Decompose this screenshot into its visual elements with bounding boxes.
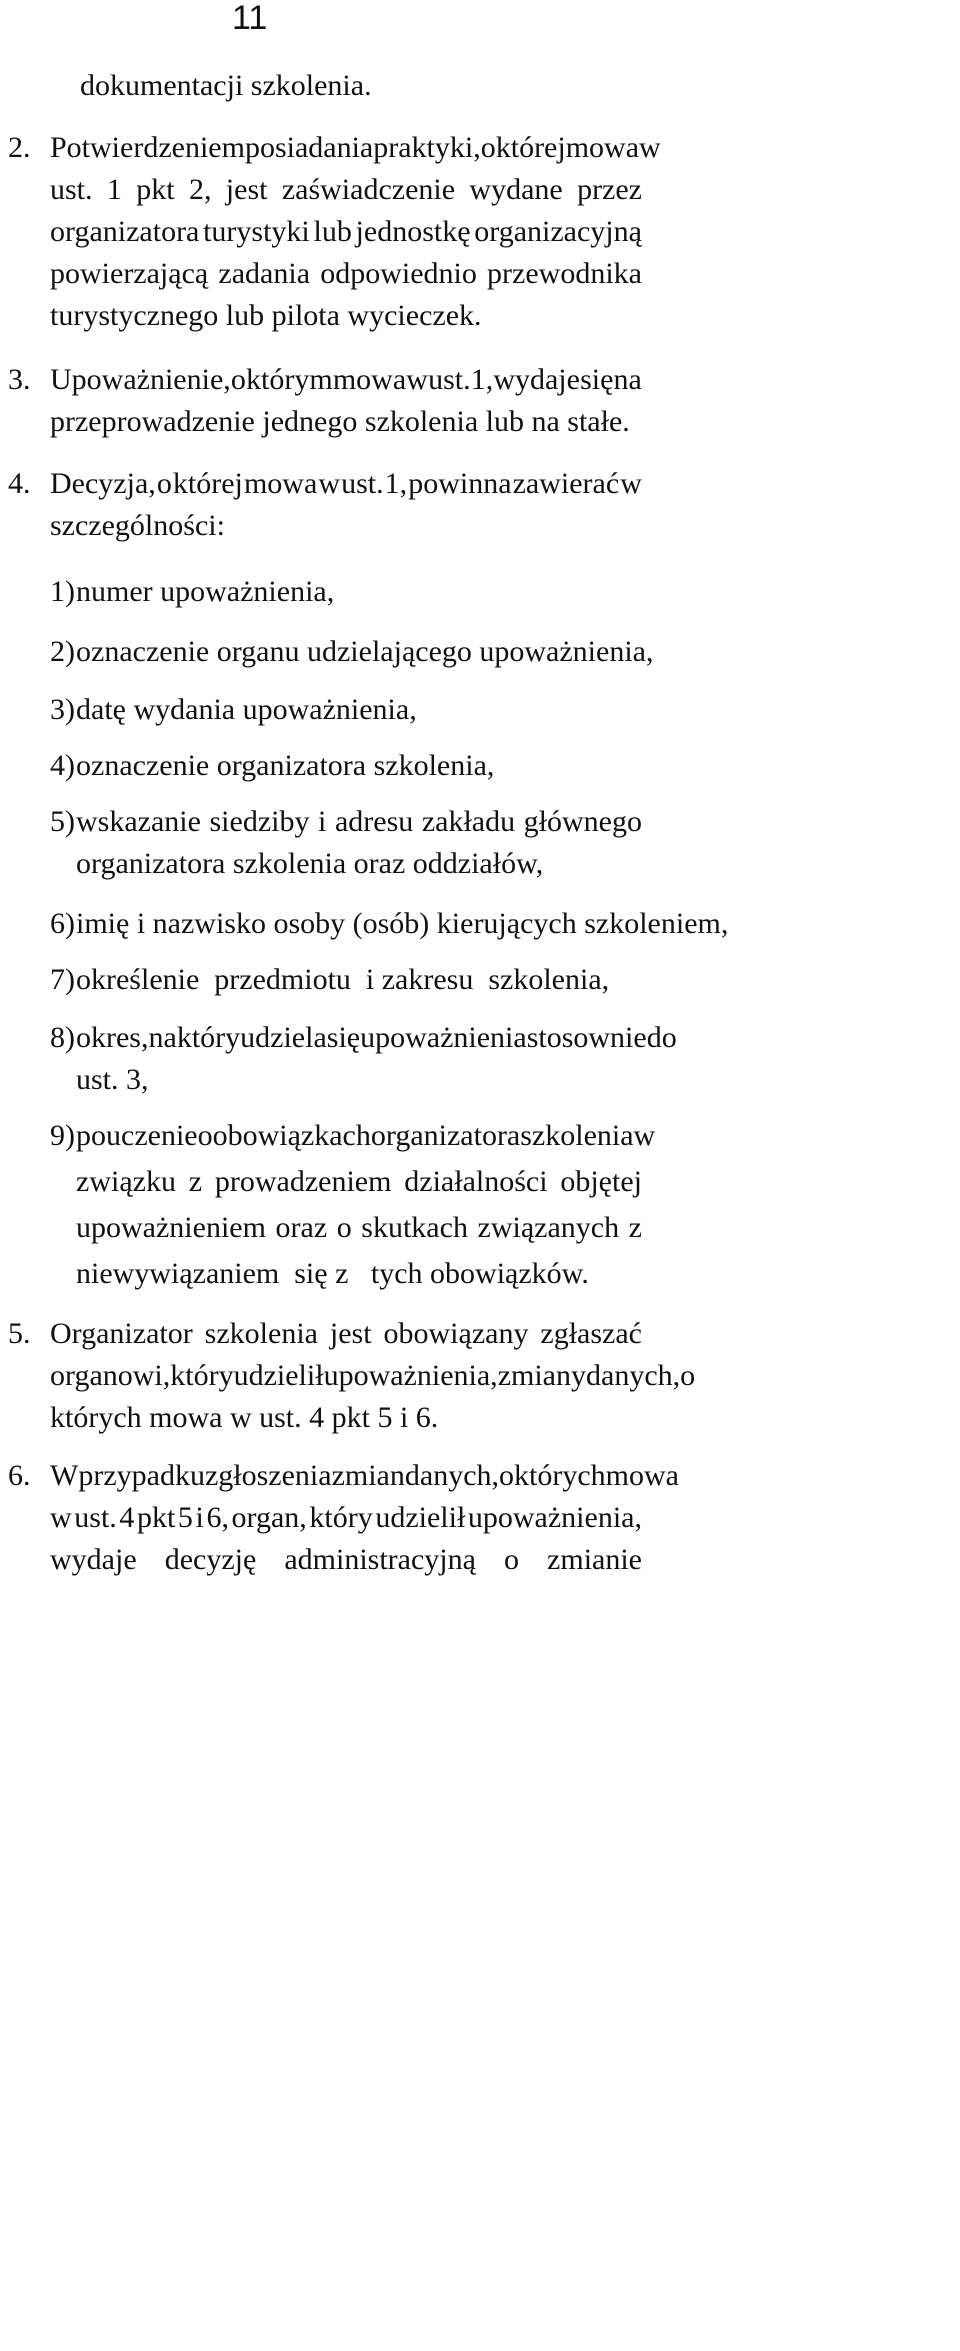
word: 1: [106, 173, 122, 206]
word: powierzającą: [50, 257, 209, 290]
word: siedziby: [209, 805, 310, 838]
word: których: [514, 1459, 606, 1492]
word: adresu: [334, 805, 414, 838]
word: przez: [577, 173, 642, 206]
word: obowiązany: [383, 1317, 529, 1350]
word: obowiązkach: [212, 1119, 371, 1152]
word: o: [197, 1119, 213, 1152]
paragraph-3-line-2: przeprowadzenie jednego szkolenia lub na stałe.: [50, 405, 630, 438]
paragraph-3-line-1: [50, 360, 642, 400]
word: o: [230, 363, 246, 396]
word: Decyzja,: [50, 467, 156, 500]
word: który: [170, 1359, 234, 1392]
word: o: [680, 1359, 696, 1392]
paragraph-4-line-1: [50, 464, 642, 504]
word: upoważnienia,: [323, 1359, 498, 1392]
paragraph-4-number: 4.: [8, 467, 31, 500]
list-item-6-number: 6): [50, 907, 75, 940]
list-item-3-number: 3): [50, 693, 75, 726]
paragraph-2-line-2: [50, 170, 642, 210]
list-item-2-text: oznaczenie organu udzielającego upoważnienia,: [76, 635, 654, 668]
word: przewodnika: [487, 257, 642, 290]
word: objętej: [560, 1165, 642, 1198]
word: administracyjną: [284, 1543, 476, 1576]
list-item-9-line-4: niewywiązaniem się z tych obowiązków.: [76, 1257, 589, 1290]
paragraph-3-number: 3.: [8, 363, 31, 396]
word: zgłoszenia: [204, 1459, 332, 1492]
word: którym: [246, 363, 333, 396]
word: skutkach: [361, 1211, 468, 1244]
word: z: [188, 1165, 203, 1198]
word: Upoważnienie,: [50, 363, 231, 396]
word: wydane: [469, 173, 563, 206]
word: o: [156, 467, 172, 500]
paragraph-6-line-3: [50, 1540, 642, 1580]
word: mowa: [332, 363, 407, 396]
word: który: [309, 1501, 373, 1534]
word: o: [480, 131, 496, 164]
word: ust.: [50, 173, 93, 206]
word: wskazanie: [76, 805, 201, 838]
word: praktyki,: [373, 131, 481, 164]
list-item-9-number: 9): [50, 1119, 75, 1152]
word: 1,: [384, 467, 408, 500]
word: w: [639, 131, 661, 164]
word: działalności: [404, 1165, 548, 1198]
paragraph-6-line-1: [50, 1456, 679, 1496]
word: jest: [329, 1317, 372, 1350]
word: w: [406, 363, 428, 396]
word: danych,: [404, 1459, 500, 1492]
word: 1,: [470, 363, 494, 396]
paragraph-6-line-2: [50, 1498, 642, 1538]
list-item-7-number: 7): [50, 963, 75, 996]
list-item-8-number: 8): [50, 1021, 75, 1054]
list-item-8-line-2: ust. 3,: [76, 1063, 149, 1096]
word: zgłaszać: [540, 1317, 642, 1350]
word: zmianie: [547, 1543, 642, 1576]
word: w: [50, 1501, 72, 1534]
word: prowadzeniem: [214, 1165, 392, 1198]
word: i: [318, 805, 327, 838]
list-item-7-text: określenie przedmiotu i zakresu szkolenia,: [76, 963, 610, 996]
word: lub: [313, 215, 352, 248]
list-item-2-number: 2): [50, 635, 75, 668]
list-item-6-text: imię i nazwisko osoby (osób) kierujących szkoleniem,: [76, 907, 729, 940]
word: szkolenia: [204, 1317, 318, 1350]
word: Organizator: [50, 1317, 193, 1350]
word: upoważnienia: [360, 1021, 527, 1054]
word: udziela: [240, 1021, 327, 1054]
list-item-9-line-2: [76, 1162, 642, 1202]
word: i: [195, 1501, 204, 1534]
word: zmian: [331, 1459, 405, 1492]
word: jest: [225, 173, 268, 206]
word: ust.: [428, 363, 471, 396]
word: w: [318, 467, 340, 500]
word: na: [613, 363, 642, 396]
word: odpowiednio: [320, 257, 477, 290]
list-item-9-line-1: [76, 1116, 656, 1156]
word: w: [620, 467, 642, 500]
word: zadania: [218, 257, 311, 290]
word: pouczenie: [76, 1119, 198, 1152]
list-item-8-line-1: [76, 1018, 677, 1058]
word: zmiany: [497, 1359, 586, 1392]
word: mowa: [565, 131, 640, 164]
word: na: [148, 1021, 177, 1054]
list-item-1-number: 1): [50, 575, 75, 608]
word: oraz: [275, 1211, 328, 1244]
word: w: [633, 1119, 656, 1152]
word: decyzję: [164, 1543, 257, 1576]
word: stosownie: [526, 1021, 647, 1054]
list-item-4-number: 4): [50, 749, 75, 782]
word: W: [50, 1459, 79, 1492]
list-item-5-number: 5): [50, 805, 75, 838]
word: o: [499, 1459, 515, 1492]
word: organizatora: [370, 1119, 521, 1152]
paragraph-4-line-2: szczególności:: [50, 509, 225, 542]
word: której: [495, 131, 566, 164]
word: 2,: [188, 173, 212, 206]
word: jednostkę: [355, 215, 471, 248]
word: pkt: [136, 1501, 176, 1534]
word: się: [326, 1021, 361, 1054]
word: pkt: [136, 173, 175, 206]
word: związanych: [477, 1211, 620, 1244]
word: zakładu: [421, 805, 516, 838]
word: przypadku: [78, 1459, 205, 1492]
word: ust.: [74, 1501, 117, 1534]
word: związku: [76, 1165, 176, 1198]
paragraph-6-number: 6.: [8, 1459, 31, 1492]
paragraph-2-line-3: [50, 212, 642, 252]
word: udzielił: [375, 1501, 466, 1534]
list-item-1-text: numer upoważnienia,: [76, 575, 335, 608]
paragraph-5-line-2: [50, 1356, 696, 1396]
word: turystyki: [203, 215, 310, 248]
word: zawierać: [512, 467, 620, 500]
word: o: [336, 1211, 352, 1244]
continuation-line: dokumentacji szkolenia.: [80, 69, 372, 102]
word: organizatora: [50, 215, 200, 248]
word: 5: [177, 1501, 193, 1534]
word: okres,: [76, 1021, 149, 1054]
word: głównego: [523, 805, 642, 838]
word: upoważnieniem: [76, 1211, 266, 1244]
paragraph-2-line-1: [50, 128, 661, 168]
word: Potwierdzeniem: [50, 131, 245, 164]
paragraph-5-line-1: [50, 1314, 642, 1354]
word: szkolenia: [520, 1119, 634, 1152]
list-item-9-line-3: [76, 1208, 642, 1248]
word: wydaje: [493, 363, 580, 396]
paragraph-2-line-4: [50, 254, 642, 294]
word: udzielił: [233, 1359, 324, 1392]
word: mowa: [243, 467, 318, 500]
word: posiadania: [244, 131, 374, 164]
list-item-4-text: oznaczenie organizatora szkolenia,: [76, 749, 495, 782]
word: 4: [119, 1501, 135, 1534]
paragraph-5-line-3: których mowa w ust. 4 pkt 5 i 6.: [50, 1401, 439, 1434]
word: o: [504, 1543, 519, 1576]
word: zaświadczenie: [281, 173, 456, 206]
word: mowa: [605, 1459, 679, 1492]
word: się: [580, 363, 614, 396]
word: organowi,: [50, 1359, 171, 1392]
word: upoważnienia,: [467, 1501, 642, 1534]
word: 6,: [206, 1501, 229, 1534]
word: danych,: [586, 1359, 681, 1392]
word: ust.: [341, 467, 384, 500]
word: której: [172, 467, 243, 500]
word: organ,: [231, 1501, 307, 1534]
page-number: 11: [232, 0, 268, 37]
list-item-5-line-2: organizatora szkolenia oraz oddziałów,: [76, 847, 544, 880]
paragraph-5-number: 5.: [8, 1317, 31, 1350]
list-item-5-line-1: [76, 802, 642, 842]
word: wydaje: [50, 1543, 137, 1576]
paragraph-2-line-5: turystycznego lub pilota wycieczek.: [50, 299, 482, 332]
word: organizacyjną: [474, 215, 642, 248]
word: do: [646, 1021, 677, 1054]
word: powinna: [408, 467, 512, 500]
word: który: [176, 1021, 241, 1054]
paragraph-2-number: 2.: [8, 131, 31, 164]
word: z: [628, 1211, 642, 1244]
list-item-3-text: datę wydania upoważnienia,: [76, 693, 417, 726]
